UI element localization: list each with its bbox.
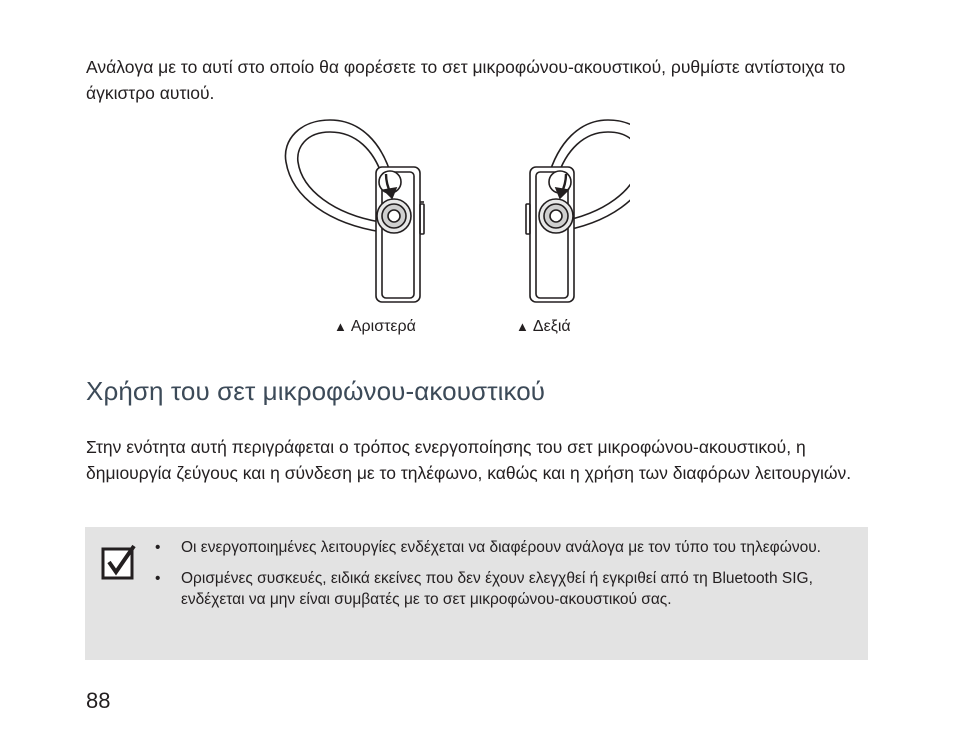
right-headset-figure	[526, 120, 630, 302]
note-box	[85, 527, 868, 660]
left-caption-text: Αριστερά	[350, 318, 416, 335]
right-caption-text: Δεξιά	[532, 318, 571, 335]
note-item-text: Οι ενεργοποιημένες λειτουργίες ενδέχεται να διαφέρουν ανάλογα με τον τύπο του τηλεφώνου.	[181, 539, 821, 556]
bullet-icon: •	[155, 539, 161, 556]
left-caption	[334, 318, 416, 336]
section-body: Στην ενότητα αυτή περιγράφεται ο τρόπος ενεργοποίησης του σετ μικροφώνου-ακουστικού, η δημιουργία ζεύγους και η σύνδεση με το τηλέφωνο, καθώς και η χρήση των διαφόρων λειτουργιών.	[86, 437, 852, 483]
left-headset-figure	[285, 120, 424, 302]
triangle-marker-icon: ▲	[334, 319, 347, 334]
note-list	[155, 537, 853, 620]
checkbox-note-icon	[101, 544, 137, 580]
page-number: 88	[86, 688, 111, 713]
note-item	[155, 537, 853, 558]
bullet-icon: •	[155, 570, 161, 587]
headset-illustrations	[270, 112, 630, 312]
triangle-marker-icon: ▲	[516, 319, 529, 334]
note-item-text: Ορισμένες συσκευές, ειδικά εκείνες που δεν έχουν ελεγχθεί ή εγκριθεί από τη Bluetooth SIG, ενδέχεται να μην είναι συμβατές με το σετ μικροφώνου-ακουστικού σας.	[181, 570, 813, 608]
section-title: Χρήση του σετ μικροφώνου-ακουστικού	[86, 376, 546, 406]
headset-ear-hook-illustration	[270, 112, 630, 312]
note-item	[155, 568, 853, 610]
right-caption	[516, 318, 571, 336]
intro-paragraph: Ανάλογα με το αυτί στο οποίο θα φορέσετε το σετ μικροφώνου-ακουστικού, ρυθμίστε αντίστοιχα το άγκιστρο αυτιού.	[86, 57, 846, 103]
